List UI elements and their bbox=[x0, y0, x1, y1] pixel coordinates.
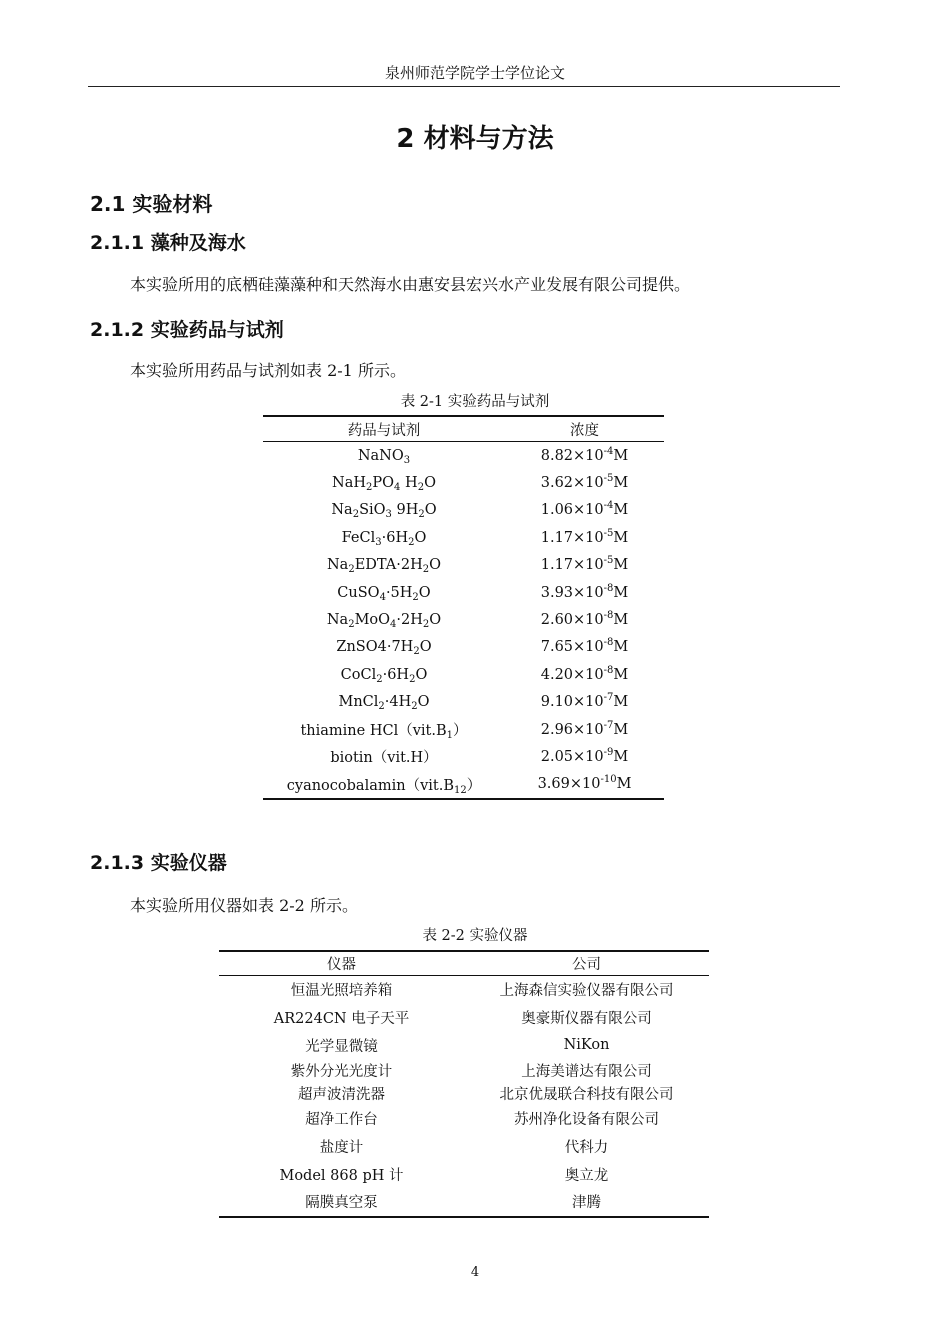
concentration-mantissa: 1.17×10 bbox=[540, 557, 604, 574]
concentration-unit: M bbox=[613, 694, 629, 711]
reagents-table bbox=[263, 415, 664, 800]
concentration-unit: M bbox=[613, 721, 629, 738]
instrument-name: 紫外分光光度计 bbox=[290, 1064, 393, 1081]
reagent-concentration bbox=[505, 469, 664, 496]
reagent-name: $CoCl_2\cdot 6H_2O$ bbox=[340, 666, 428, 685]
section-heading-2-1-2: 2.1.2 实验药品与试剂 bbox=[90, 319, 284, 341]
concentration-exponent: -7 bbox=[603, 719, 614, 731]
chapter-title: 2 材料与方法 bbox=[396, 124, 554, 154]
instrument-company: 上海森信实验仪器有限公司 bbox=[499, 983, 674, 1000]
table-row bbox=[263, 634, 664, 661]
table-row bbox=[263, 716, 664, 743]
table-row bbox=[219, 1004, 709, 1032]
table-row bbox=[263, 524, 664, 551]
concentration-mantissa: 7.65×10 bbox=[540, 639, 604, 656]
reagent-concentration bbox=[505, 661, 664, 688]
concentration-unit: M bbox=[613, 748, 629, 765]
concentration-mantissa: 8.82×10 bbox=[540, 447, 604, 464]
concentration-unit: M bbox=[613, 502, 629, 519]
reagent-name: $Na_2SiO_3$ $9H_2O$ bbox=[331, 502, 437, 521]
table-row bbox=[263, 606, 664, 633]
reagent-concentration bbox=[505, 552, 664, 579]
reagent-concentration bbox=[505, 716, 664, 743]
paragraph-algae: 本实验所用的底栖硅藻藻种和天然海水由惠安县宏兴水产业发展有限公司提供。 bbox=[130, 275, 691, 294]
reagent-name: NaNO$_3$ bbox=[357, 447, 411, 466]
table1-header-concentration: 浓度 bbox=[505, 416, 664, 442]
concentration-unit: M bbox=[613, 584, 629, 601]
concentration-mantissa: 4.20×10 bbox=[540, 666, 604, 683]
reagent-name: $Na_2MoO_4\cdot 2H_2O$ bbox=[326, 612, 442, 631]
concentration-unit: M bbox=[613, 666, 629, 683]
reagent-name: $MnCl_2\cdot 4H_2O$ bbox=[338, 694, 430, 713]
instrument-name: 隔膜真空泵 bbox=[305, 1195, 378, 1212]
concentration-mantissa: 2.05×10 bbox=[540, 748, 604, 765]
instrument-name: 恒温光照培养箱 bbox=[290, 983, 393, 1000]
concentration-exponent: -8 bbox=[603, 610, 614, 622]
table-row bbox=[263, 661, 664, 688]
header-rule bbox=[88, 86, 840, 87]
reagent-concentration bbox=[505, 524, 664, 551]
concentration-unit: M bbox=[613, 529, 629, 546]
instrument-company: 上海美谱达有限公司 bbox=[521, 1064, 652, 1081]
table1-caption: 表 2-1 实验药品与试剂 bbox=[400, 394, 550, 410]
table-row bbox=[219, 1082, 709, 1105]
instrument-company: 代科力 bbox=[564, 1140, 609, 1157]
instrument-name: 超声波清洗器 bbox=[298, 1087, 385, 1104]
concentration-unit: M bbox=[613, 612, 629, 629]
table-row bbox=[219, 1133, 709, 1161]
table-row bbox=[263, 689, 664, 716]
concentration-exponent: -5 bbox=[603, 555, 614, 567]
instrument-company: NiKon bbox=[563, 1037, 610, 1054]
concentration-mantissa: 1.17×10 bbox=[540, 529, 604, 546]
table-row bbox=[263, 743, 664, 770]
concentration-unit: M bbox=[613, 639, 629, 656]
reagent-concentration bbox=[505, 442, 664, 470]
table-row bbox=[263, 497, 664, 524]
table-row bbox=[263, 771, 664, 799]
reagent-name: $CuSO_4\cdot 5H_2O$ bbox=[337, 584, 431, 603]
reagent-name: thiamine $HCl(vit.B_1)$ bbox=[300, 723, 468, 742]
page-number: 4 bbox=[470, 1265, 480, 1280]
table-row bbox=[219, 1105, 709, 1133]
concentration-mantissa: 3.69×10 bbox=[537, 776, 601, 793]
reagent-name: $NaH_2PO_4$ $H_2O$ bbox=[332, 475, 436, 494]
reagent-name: $cyanocobalamin(vit.B_{12})$ bbox=[286, 777, 482, 796]
concentration-unit: M bbox=[616, 776, 632, 793]
reagent-concentration bbox=[505, 497, 664, 524]
table-row bbox=[263, 442, 664, 470]
section-heading-2-1-3: 2.1.3 实验仪器 bbox=[90, 852, 227, 874]
concentration-mantissa: 1.06×10 bbox=[540, 502, 604, 519]
table-row bbox=[219, 1059, 709, 1082]
reagent-name: $ZnSO4\cdot 7H_2O$ bbox=[336, 639, 432, 658]
paragraph-reagents: 本实验所用药品与试剂如表 2-1 所示。 bbox=[130, 361, 406, 380]
concentration-exponent: -8 bbox=[603, 637, 614, 649]
instrument-name: 超净工作台 bbox=[305, 1112, 378, 1129]
instrument-name: Model 868 pH 计 bbox=[279, 1167, 404, 1184]
concentration-exponent: -8 bbox=[603, 664, 614, 676]
concentration-exponent: -4 bbox=[603, 445, 614, 457]
instrument-company: 苏州净化设备有限公司 bbox=[514, 1112, 659, 1129]
table-row bbox=[263, 552, 664, 579]
section-heading-2-1-1: 2.1.1 藻种及海水 bbox=[90, 232, 246, 254]
reagent-concentration bbox=[505, 743, 664, 770]
reagent-concentration bbox=[505, 771, 664, 799]
table2-caption: 表 2-2 实验仪器 bbox=[422, 928, 528, 944]
concentration-exponent: -9 bbox=[603, 746, 614, 758]
reagent-concentration bbox=[505, 606, 664, 633]
table2-header-instrument: 仪器 bbox=[219, 951, 464, 976]
reagent-concentration bbox=[505, 634, 664, 661]
table-row bbox=[219, 1031, 709, 1059]
instrument-name: AR224CN 电子天平 bbox=[273, 1011, 410, 1028]
instrument-company: 奥立龙 bbox=[564, 1167, 609, 1184]
table-row bbox=[219, 1188, 709, 1217]
concentration-unit: M bbox=[613, 447, 629, 464]
reagent-concentration bbox=[505, 579, 664, 606]
concentration-unit: M bbox=[613, 475, 629, 492]
concentration-mantissa: 2.96×10 bbox=[540, 721, 604, 738]
instrument-name: 盐度计 bbox=[319, 1140, 364, 1157]
concentration-mantissa: 3.93×10 bbox=[540, 584, 604, 601]
table2-header-company: 公司 bbox=[464, 951, 709, 976]
table1-header-reagent: 药品与试剂 bbox=[263, 416, 505, 442]
concentration-exponent: -5 bbox=[603, 473, 614, 485]
instrument-company: 津腾 bbox=[572, 1195, 601, 1212]
paragraph-instruments: 本实验所用仪器如表 2-2 所示。 bbox=[130, 896, 358, 915]
concentration-mantissa: 3.62×10 bbox=[540, 475, 604, 492]
reagent-name: $Na_2EDTA\cdot 2H_2O$ bbox=[326, 557, 442, 576]
table-row bbox=[219, 976, 709, 1004]
concentration-exponent: -5 bbox=[603, 527, 614, 539]
concentration-exponent: -10 bbox=[600, 774, 617, 786]
concentration-mantissa: 9.10×10 bbox=[540, 694, 604, 711]
concentration-exponent: -4 bbox=[603, 500, 614, 512]
concentration-mantissa: 2.60×10 bbox=[540, 612, 604, 629]
section-heading-2-1: 2.1 实验材料 bbox=[90, 192, 213, 216]
table-row bbox=[263, 469, 664, 496]
reagent-name: biotin（vit.H） bbox=[330, 750, 438, 767]
concentration-exponent: -8 bbox=[603, 582, 614, 594]
table-row bbox=[219, 1160, 709, 1188]
table-row bbox=[263, 579, 664, 606]
concentration-exponent: -7 bbox=[603, 692, 614, 704]
reagent-name: $FeCl_3\cdot 6H_2O$ bbox=[341, 529, 427, 548]
reagent-concentration bbox=[505, 689, 664, 716]
instrument-company: 北京优晟联合科技有限公司 bbox=[499, 1087, 674, 1104]
instrument-company: 奥豪斯仪器有限公司 bbox=[521, 1011, 652, 1028]
running-header: 泉州师范学院学士学位论文 bbox=[384, 64, 565, 82]
instruments-table bbox=[219, 950, 709, 1218]
concentration-unit: M bbox=[613, 557, 629, 574]
instrument-name: 光学显微镜 bbox=[305, 1038, 378, 1055]
